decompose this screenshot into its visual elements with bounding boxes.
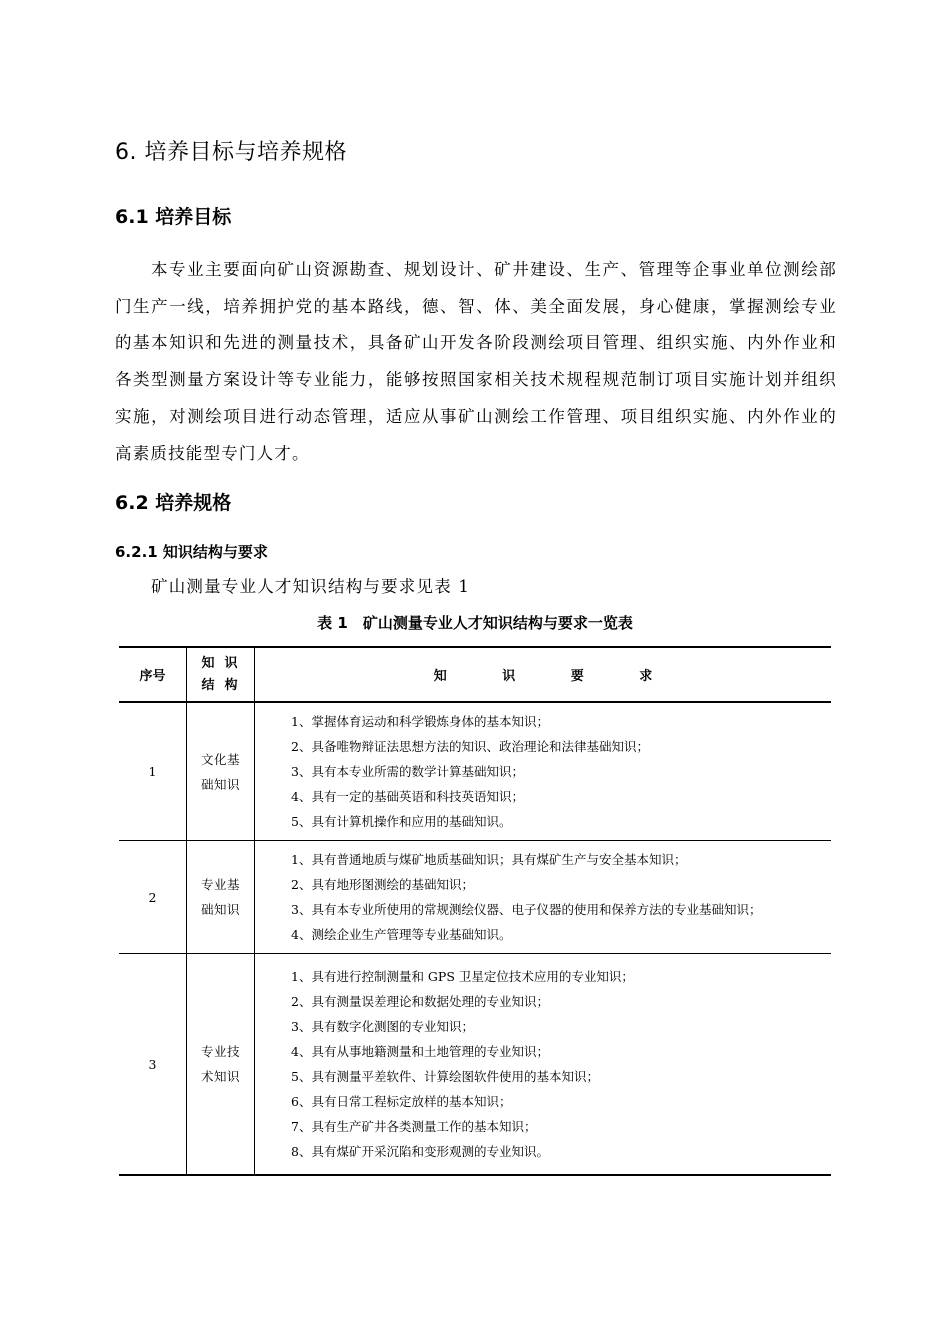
header-structure	[187, 647, 255, 702]
header-req-char: 要	[570, 669, 584, 684]
subsection-heading-6-2-1: 6.2.1 知识结构与要求	[115, 543, 268, 561]
row-structure	[187, 702, 255, 841]
knowledge-structure-table	[119, 646, 831, 1176]
row-structure-line1: 文化基	[200, 751, 240, 767]
requirement-item: 5、具有测量平差软件、计算绘图软件使用的基本知识；	[291, 1069, 599, 1084]
table-row	[119, 702, 831, 841]
requirement-item: 2、具备唯物辩证法思想方法的知识、政治理论和法律基础知识；	[291, 739, 649, 754]
row-structure-line2: 础知识	[200, 776, 240, 792]
row-requirements	[255, 841, 832, 954]
row-seq: 3	[119, 954, 187, 1176]
header-structure-line1: 知识	[201, 655, 248, 671]
requirement-item: 4、具有一定的基础英语和科技英语知识；	[291, 789, 524, 804]
requirement-item: 3、具有数字化测图的专业知识；	[291, 1019, 474, 1034]
training-goal-paragraph: 本专业主要面向矿山资源勘查、规划设计、矿井建设、生产、管理等企事业单位测绘部门生产一线，培养拥护党的基本路线，德、智、体、美全面发展，身心健康，掌握测绘专业的基本知识和先进的测量技术，具备矿山开发各阶段测绘项目管理、组织实施、内外作业和各类型测量方案设计等专业能力，能够按照国家相关技术规程规范制订项目实施计划并组织实施，对测绘项目进行动态管理，适应从事矿山测绘工作管理、项目组织实施、内外作业的高素质技能型专门人才。	[115, 260, 837, 463]
header-seq: 序号	[119, 647, 187, 702]
row-structure-line2: 础知识	[200, 902, 240, 917]
row-structure-line2: 术知识	[200, 1069, 240, 1084]
table-caption: 表 1 矿山测量专业人才知识结构与要求一览表	[317, 614, 633, 632]
table-intro-text: 矿山测量专业人才知识结构与要求见表 1	[151, 577, 471, 596]
table-header-row	[119, 647, 831, 702]
requirement-item: 6、具有日常工程标定放样的基本知识；	[291, 1094, 512, 1109]
requirement-item: 3、具有本专业所使用的常规测绘仪器、电子仪器的使用和保养方法的专业基础知识；	[291, 902, 762, 917]
row-structure-line1: 专业技	[200, 1044, 240, 1059]
header-req-char: 求	[639, 669, 653, 684]
header-structure-line2: 结构	[201, 677, 248, 693]
row-requirements	[255, 702, 832, 841]
requirement-item: 1、掌握体育运动和科学锻炼身体的基本知识；	[291, 714, 549, 729]
row-seq: 2	[119, 841, 187, 954]
section-heading-6-2: 6.2 培养规格	[115, 492, 232, 514]
row-structure	[187, 954, 255, 1176]
requirement-item: 8、具有煤矿开采沉陷和变形观测的专业知识。	[291, 1144, 549, 1159]
requirement-item: 4、具有从事地籍测量和土地管理的专业知识；	[291, 1044, 549, 1059]
requirement-item: 5、具有计算机操作和应用的基础知识。	[291, 814, 512, 829]
header-req-char: 知	[433, 669, 447, 684]
requirement-item: 7、具有生产矿井各类测量工作的基本知识；	[291, 1119, 537, 1134]
row-structure	[187, 841, 255, 954]
row-seq: 1	[119, 702, 187, 841]
requirement-item: 1、具有普通地质与煤矿地质基础知识；具有煤矿生产与安全基本知识；	[291, 852, 687, 867]
row-structure-line1: 专业基	[200, 877, 240, 892]
table-row	[119, 954, 831, 1176]
section-heading-6-1: 6.1 培养目标	[115, 206, 232, 228]
header-requirements	[255, 647, 832, 702]
chapter-heading: 6. 培养目标与培养规格	[115, 140, 347, 165]
header-req-char: 识	[502, 669, 516, 684]
requirement-item: 4、测绘企业生产管理等专业基础知识。	[291, 927, 512, 942]
requirement-item: 3、具有本专业所需的数学计算基础知识；	[291, 764, 524, 779]
requirement-item: 2、具有测量误差理论和数据处理的专业知识；	[291, 994, 549, 1009]
row-requirements	[255, 954, 832, 1176]
requirement-item: 2、具有地形图测绘的基础知识；	[291, 877, 474, 892]
table-row	[119, 841, 831, 954]
requirement-item: 1、具有进行控制测量和 GPS 卫星定位技术应用的专业知识；	[291, 969, 634, 984]
